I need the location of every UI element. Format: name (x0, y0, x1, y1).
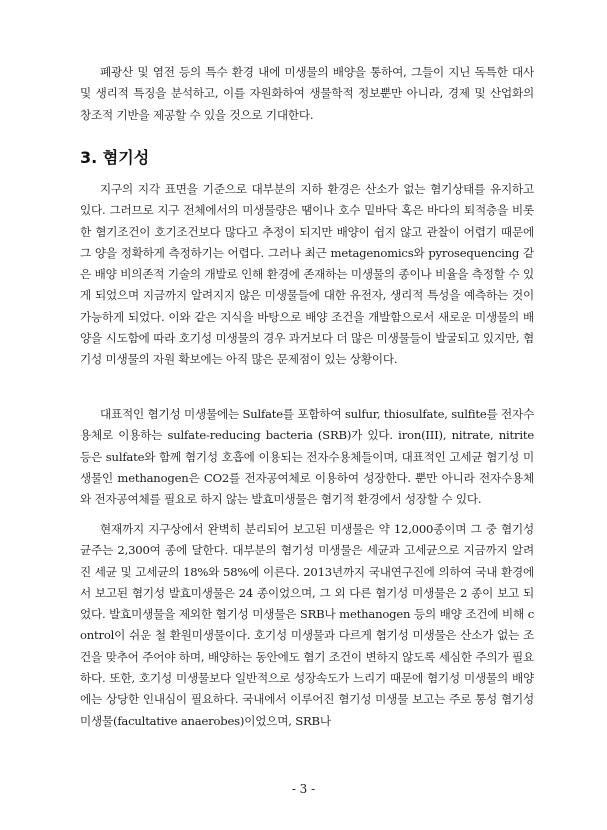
section-paragraph-2: 대표적인 혐기성 미생물에는 Sulfate를 포함하여 sulfur, thiosulfate, sulfite를 전자수용체로 이용하는 sulfate-reducing bacteria (SRB)가 있다. iron(III), nitrate, nitrite 등은 sulfate와 함께 혐기성 호흡에 이용되는 전자수용체들이며, 대표적인 고세균 혐기성 미생물인 methanogen은 CO2를 전자공여체로 이용하여 성장한다. 뿐만 아니라 전자수용체와 전자공여체를 필요로 하지 않는 발효미생물은 혐기적 환경에서 성장할 수 있다. (80, 407, 534, 507)
section-paragraph-1: 지구의 지각 표면을 기준으로 대부분의 지하 환경은 산소가 없는 혐기상태를 유지하고 있다. 그러므로 지구 전체에서의 미생물량은 땜이나 호수 밑바닥 혹은 바다의 퇴적층을 비롯한 혐기조건이 호기조건보다 많다고 추정이 되지만 배양이 쉽지 않고 관찰이 어렵기 때문에 그 양을 정확하게 측정하기는 어렵다. 그러나 최근 metagenomics와 pyrosequencing 같은 배양 비의존적 기술의 개발로 인해 환경에 존재하는 미생물의 종이나 비율을 측정할 수 있게 되었으며 지금까지 알려지지 않은 미생물들에 대한 유전자, 생리적 특성을 예측하는 것이 가능하게 되었다. 이와 같은 지식을 바탕으로 배양 조건을 개발함으로서 새로운 미생물의 배양을 시도함에 따라 호기성 미생물의 경우 과거보다 더 많은 미생물들이 발굴되고 있지만, 혐기성 미생물의 자원 확보에는 아직 많은 문제점이 있는 상황이다. (80, 182, 534, 367)
intro-paragraph: 폐광산 및 염전 등의 특수 환경 내에 미생물의 배양을 통하여, 그들이 지닌 독특한 대사 및 생리적 특징을 분석하고, 이를 자원화하여 생물학적 정보뿐만 아니라, 경제 및 산업화의 창조적 기반을 제공할 수 있을 것으로 기대한다. (80, 65, 534, 122)
page-number: - 3 - (291, 782, 316, 796)
section-heading: 3. 혐기성 (80, 148, 150, 167)
section-paragraph-3: 현재까지 지구상에서 완벽히 분리되어 보고된 미생물은 약 12,000종이며 그 중 혐기성 균주는 2,300여 종에 달한다. 대부분의 혐기성 미생물은 세균과 고세균으로 지금까지 알려진 세균 및 고세균의 18%와 58%에 이른다. 2013년까지 국내연구진에 의하여 국내 환경에서 보고된 혐기성 발효미생물은 24 종이었으며, 그 외 다른 혐기성 미생물은 2 종이 보고 되었다. 발효미생물을 제외한 혐기성 미생물은 SRB나 methanogen 등의 배양 조건에 비해 control이 쉬운 철 환원미생물이다. 호기성 미생물과 다르게 혐기성 미생물은 산소가 없는 조건을 맞추어 주어야 하며, 배양하는 동안에도 혐기 조건이 변하지 않도록 세심한 주의가 필요하다. 또한, 호기성 미생물보다 일반적으로 성장속도가 느리기 때문에 혐기성 미생물의 배양에는 상당한 인내심이 필요하다. 국내에서 이루어진 혐기성 미생물 보고는 주로 통성 혐기성 미생물(facultative anaerobes)이었으며, SRB나 (80, 522, 534, 728)
